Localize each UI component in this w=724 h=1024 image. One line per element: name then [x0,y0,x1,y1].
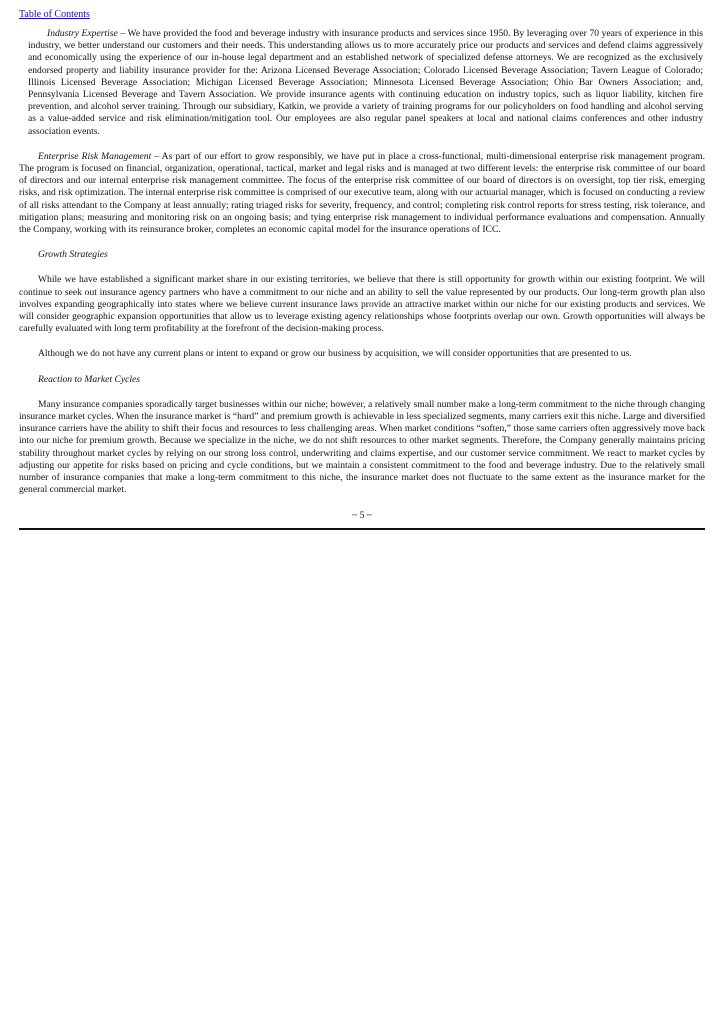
growth-strategies-paragraph: While we have established a significant market share in our existing territories, we believe that there is still opportunity for growth within our existing footprint. We will continue to seek out insurance agency partners who have a commitment to our niche and an ability to sell the value represented by our products. Our long-term growth plan also involves expanding geographically into states where we believe current insurance laws provide an attractive market within our niche for our existing products and services. We will consider geographic expansion opportunities that allow us to leverage existing agency relationships whose footprints overlap our own. Growth opportunities will always be carefully evaluated with long term profitability at the forefront of the decision-making process. [19,274,705,335]
growth-strategies-heading: Growth Strategies [38,249,108,261]
paragraph-gap [19,138,705,151]
market-cycles-paragraph: Many insurance companies sporadically target businesses within our niche; however, a relatively small number make a long-term commitment to the niche through changing insurance market cycles. When the insurance market is “hard” and premium growth is achievable in less specialized segments, many carriers exit this niche. Large and diversified insurance carriers have the ability to shift their focus and resources to less challenging areas. When market conditions “soften,” those same carriers often aggressively move back into our niche for premium growth. Because we specialize in the niche, we do not shift resources to other market segments. Therefore, the Company generally maintains pricing stability throughout market cycles by relying on our strong loss control, underwriting and claims expertise, and our customer service commitment. We react to market cycles by adjusting our appetite for risks based on pricing and cycle conditions, but we maintain a consistent commitment to the food and beverage industry. Due to the relatively small number of insurance companies that make a long-term commitment to this niche, the insurance market does not fluctuate to the same extent as the insurance market for the general commercial market. [19,398,705,496]
enterprise-risk-text: – As part of our effort to grow responsibly, we have put in place a cross-functional, multi-dimensional enterprise risk management program. The program is focused on financial, organization, operational, tactical, market and legal risks and is managed at two different levels: the enterprise risk committee of our board of directors and our internal enterprise risk management committee. The focus of the enterprise risk committee of our board of directors is on oversight, top tier risk, emerging risks, and risk optimization. The internal enterprise risk committee is comprised of our executive team, along with our actuarial manager, which is focused on conducting a review of all risks attendant to the Company at least annually; rating triaged risks for severity, frequency, and control; completing risk control reports for stress testing, risk tolerance, and mitigation plans; measuring and monitoring risk on an ongoing basis; and tying enterprise risk management to individual performance evaluations and compensation. Annually the Company, working with its reinsurance broker, completes an economic capital model for the insurance operations of ICC. [19,150,705,236]
page-divider [19,528,705,530]
enterprise-risk-lead: Enterprise Risk Management [38,150,152,162]
industry-expertise-paragraph [28,28,703,138]
paragraph-gap [19,335,705,348]
acquisition-paragraph: Although we do not have any current plans or intent to expand or grow our business by acquisition, we will consider opportunities that are presented to us. [38,348,632,360]
table-of-contents-link[interactable]: Table of Contents [19,9,90,20]
document-page [19,8,705,530]
industry-expertise-text: – We have provided the food and beverage industry with insurance products and services since 1950. By leveraging over 70 years of experience in this industry, we better understand our customers and their needs. This understanding allows us to more accurately price our products and services and defend claims aggressively and economically using the experience of our in-house legal department and an established network of specialized defense attorneys. We are recognized as the exclusively endorsed property and liability insurance provider for the: Arizona Licensed Beverage Association; Colorado Licensed Beverage Association; Tavern League of Colorado; Illinois Licensed Beverage Association; Michigan Licensed Beverage Association; Minnesota Licensed Beverage Association; Ohio Bar Owners Association; and, Pennsylvania Licensed Beverage and Tavern Association. We provide insurance agents with continuing education on industry topics, such as liquor liability, kitchen fire prevention, and alcohol server training. Through our subsidiary, Katkin, we provide a variety of training programs for our policyholders on food handling and alcohol serving as a value-added service and risk elimination/mitigation tool. Our employees are also regular panel speakers at local and national claims conferences and other industry association events. [28,28,703,137]
industry-expertise-lead: Industry Expertise [47,28,118,39]
page-number: ~ 5 ~ [352,509,372,521]
enterprise-risk-paragraph [19,151,705,236]
market-cycles-heading: Reaction to Market Cycles [38,373,141,385]
